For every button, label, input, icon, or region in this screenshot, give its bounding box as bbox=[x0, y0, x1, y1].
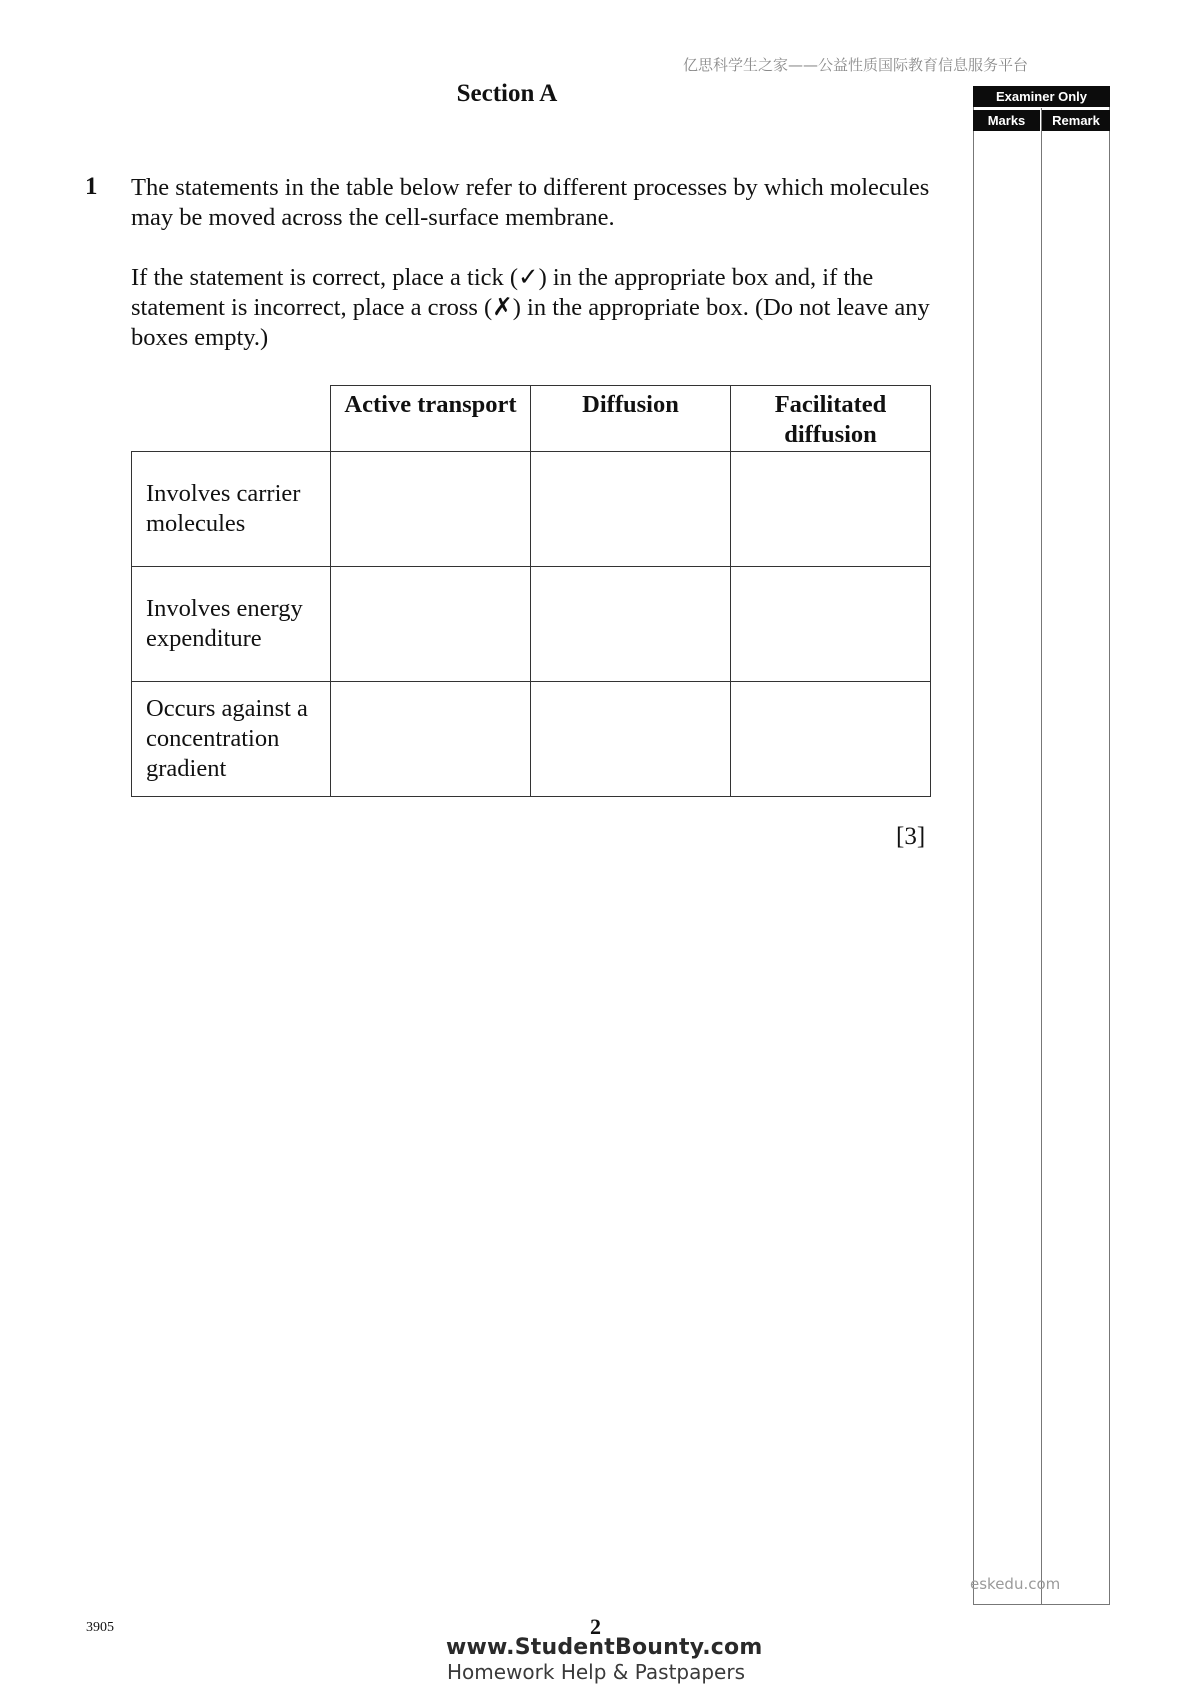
marks-allocation: [3] bbox=[896, 823, 926, 850]
examiner-only-heading: Examiner Only bbox=[973, 86, 1110, 107]
examiner-remark-label: Remark bbox=[1042, 110, 1110, 131]
examiner-column-divider bbox=[1041, 108, 1042, 1605]
answer-box[interactable] bbox=[331, 682, 531, 797]
answer-box[interactable] bbox=[731, 452, 931, 567]
row-statement-carrier-molecules: Involves carrier molecules bbox=[132, 452, 331, 567]
column-header-facilitated-diffusion: Facilitated diffusion bbox=[731, 386, 931, 452]
answer-table bbox=[131, 385, 931, 797]
answer-box[interactable] bbox=[731, 682, 931, 797]
table-header-row bbox=[132, 386, 931, 452]
answer-box[interactable] bbox=[531, 567, 731, 682]
corner-watermark-text: eskedu.com bbox=[970, 1575, 1061, 1593]
paper-code: 3905 bbox=[86, 1620, 114, 1635]
header-watermark-text: 亿思科学生之家——公益性质国际教育信息服务平台 bbox=[683, 56, 1029, 74]
answer-box[interactable] bbox=[331, 452, 531, 567]
question-instruction: If the statement is correct, place a tick (✓) in the appropriate box and, if the statement is incorrect, place a cross (✗) in the appropriate box. (Do not leave any boxes empty.) bbox=[131, 264, 930, 351]
table-row bbox=[132, 682, 931, 797]
footer-site-logo: www.StudentBounty.com bbox=[446, 1635, 763, 1660]
footer-site-tagline: Homework Help & Pastpapers bbox=[447, 1660, 745, 1684]
section-title: Section A bbox=[456, 80, 558, 107]
answer-box[interactable] bbox=[731, 567, 931, 682]
answer-box[interactable] bbox=[331, 567, 531, 682]
answer-box[interactable] bbox=[531, 682, 731, 797]
column-header-diffusion: Diffusion bbox=[531, 386, 731, 452]
column-header-active-transport: Active transport bbox=[331, 386, 531, 452]
examiner-marks-label: Marks bbox=[973, 110, 1040, 131]
row-statement-energy-expenditure: Involves energy expenditure bbox=[132, 567, 331, 682]
table-corner-cell bbox=[132, 386, 331, 452]
question-intro: The statements in the table below refer to different processes by which molecules may be moved across the cell-surface membrane. bbox=[131, 174, 930, 231]
table-row bbox=[132, 567, 931, 682]
row-statement-concentration-gradient: Occurs against a concentration gradient bbox=[132, 682, 331, 797]
table-row bbox=[132, 452, 931, 567]
page-number: 2 bbox=[590, 1614, 601, 1639]
answer-box[interactable] bbox=[531, 452, 731, 567]
question-number: 1 bbox=[85, 173, 98, 200]
